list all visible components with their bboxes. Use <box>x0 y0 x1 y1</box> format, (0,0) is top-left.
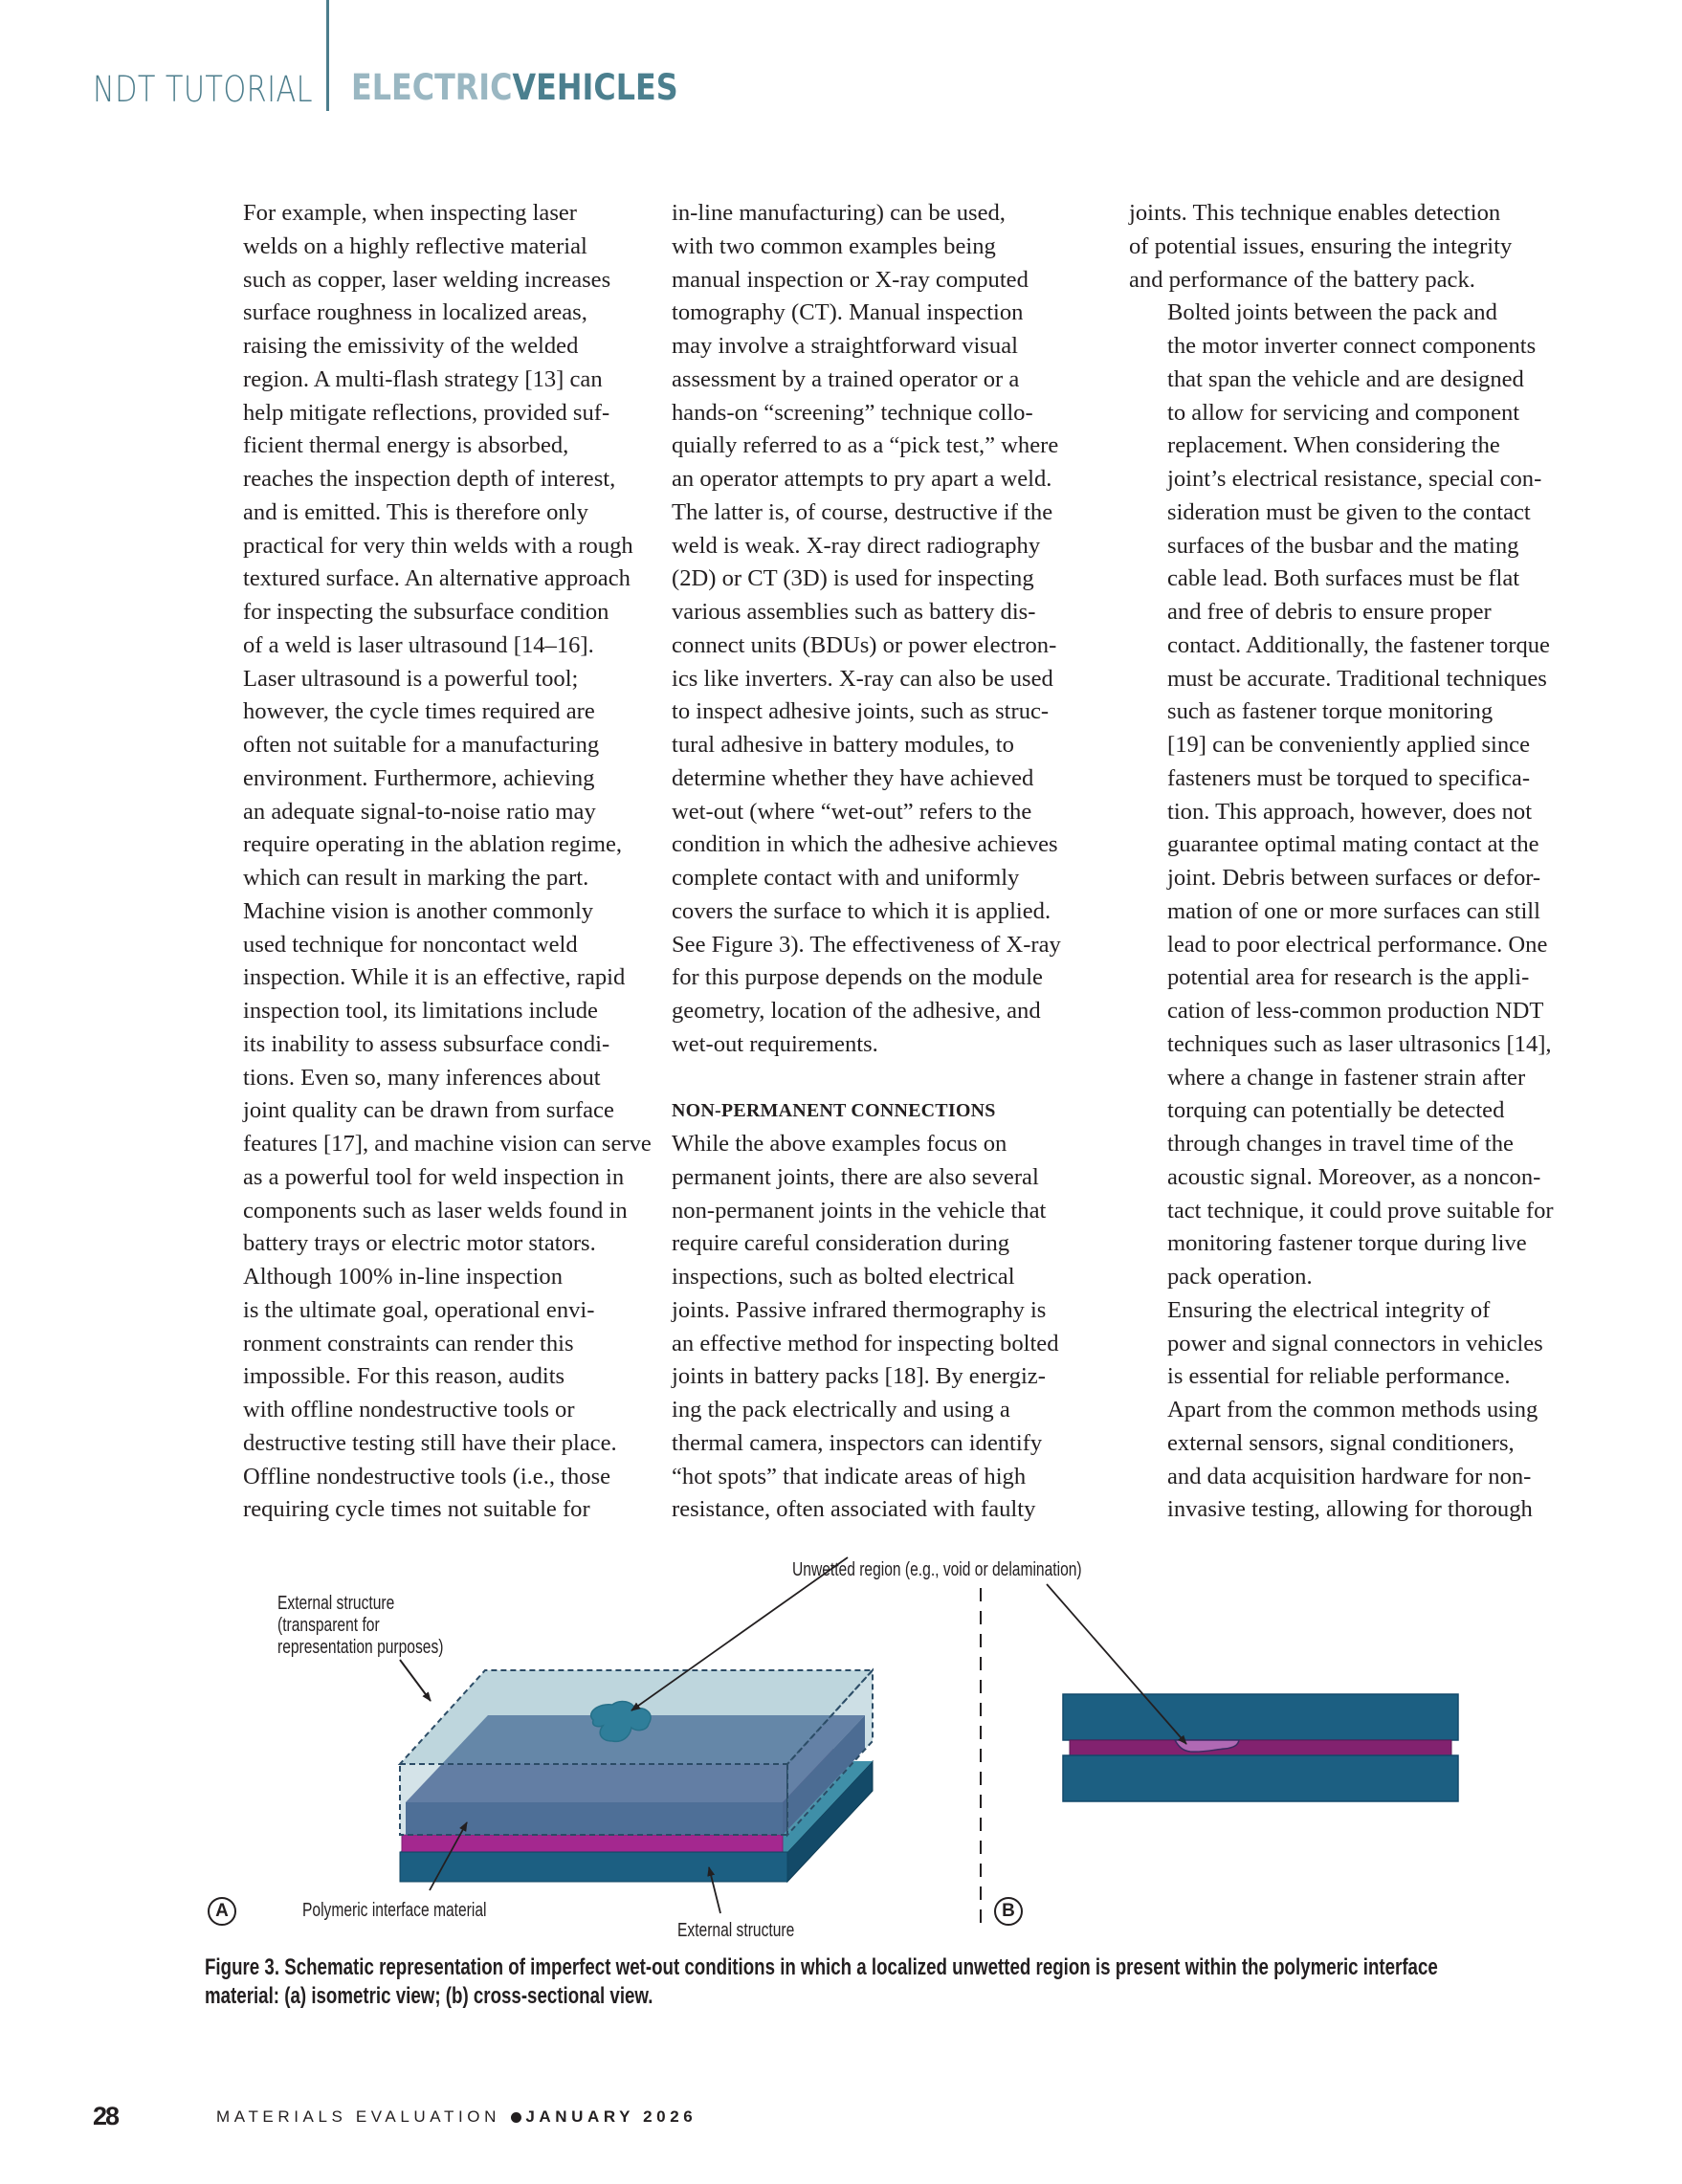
text-line: raising the emissivity of the welded <box>243 333 579 359</box>
paragraph <box>1129 1294 1586 1527</box>
text-line: techniques such as laser ultrasonics [14], <box>1167 1030 1552 1057</box>
text-line: tions. Even so, many inferences about <box>243 1064 601 1091</box>
text-line: For example, when inspecting laser <box>243 200 577 226</box>
text-line: quially referred to as a “pick test,” where <box>672 432 1059 459</box>
text-line: textured surface. An alternative approach <box>243 565 631 592</box>
text-line: however, the cycle times required are <box>243 698 595 725</box>
text-line: its inability to assess subsurface condi- <box>243 1030 610 1057</box>
header-divider <box>326 0 329 111</box>
text-line: Apart from the common methods using <box>1167 1397 1538 1423</box>
caption-line-2: material: (a) isometric view; (b) cross-sectional view. <box>205 1983 653 2009</box>
text-line: an adequate signal-to-noise ratio may <box>243 798 596 825</box>
leader-external-transparent <box>400 1660 431 1701</box>
section-heading: NON-PERMANENT CONNECTIONS <box>672 1100 996 1122</box>
label-external-structure: External structure <box>677 1920 795 1941</box>
text-line: such as copper, laser welding increases <box>243 266 611 293</box>
text-line: ficient thermal energy is absorbed, <box>243 432 569 459</box>
text-line: hands-on “screening” technique collo- <box>672 399 1033 426</box>
text-line: an effective method for inspecting bolted <box>672 1330 1059 1357</box>
text-line: inspection tool, its limitations include <box>243 998 598 1024</box>
text-line: See Figure 3). The effectiveness of X-ray <box>672 931 1061 958</box>
text-line: features [17], and machine vision can serve <box>243 1131 652 1157</box>
text-line: surfaces of the busbar and the mating <box>1167 532 1519 559</box>
text-line: practical for very thin welds with a rough <box>243 532 633 559</box>
text-column-2 <box>672 197 1129 1527</box>
transparent-structure-front <box>400 1764 787 1835</box>
text-line: determine whether they have achieved <box>672 764 1034 791</box>
text-line: to inspect adhesive joints, such as struc- <box>672 698 1050 725</box>
text-line: environment. Furthermore, achieving <box>243 764 595 791</box>
text-line: ing the pack electrically and using a <box>672 1397 1010 1423</box>
topic-title <box>351 67 678 108</box>
figure-3 <box>0 1531 1682 1952</box>
text-column-1 <box>205 197 662 1527</box>
text-line: is the ultimate goal, operational envi- <box>243 1296 595 1323</box>
text-line: weld is weak. X-ray direct radiography <box>672 532 1041 559</box>
text-line: assessment by a trained operator or a <box>672 365 1020 392</box>
text-line: replacement. When considering the <box>1167 432 1500 459</box>
text-line: lead to poor electrical performance. One <box>1167 931 1548 958</box>
text-line: require operating in the ablation regime, <box>243 831 623 858</box>
text-line: complete contact with and uniformly <box>672 865 1020 891</box>
panel-b-cross-section <box>1047 1584 1458 1801</box>
text-line: manual inspection or X-ray computed <box>672 266 1029 293</box>
text-line: cable lead. Both surfaces must be flat <box>1167 565 1520 592</box>
text-line: While the above examples focus on <box>672 1131 1007 1157</box>
text-line: through changes in travel time of the <box>1167 1131 1514 1157</box>
text-line: various assemblies such as battery dis- <box>672 599 1036 625</box>
text-line: which can result in marking the part. <box>243 865 589 891</box>
text-line: of potential issues, ensuring the integrity <box>1129 232 1513 259</box>
text-line: and free of debris to ensure proper <box>1167 599 1492 625</box>
text-line: where a change in fastener strain after <box>1167 1064 1526 1091</box>
text-line: for this purpose depends on the module <box>672 964 1043 991</box>
paragraph <box>205 895 662 1261</box>
paragraph <box>1129 297 1586 1294</box>
text-line: destructive testing still have their place. <box>243 1429 617 1456</box>
text-line: surface roughness in localized areas, <box>243 299 587 326</box>
text-line: tural adhesive in battery modules, to <box>672 732 1014 758</box>
text-line: and data acquisition hardware for non- <box>1167 1463 1532 1489</box>
text-line: invasive testing, allowing for thorough <box>1167 1496 1533 1523</box>
text-line: that span the vehicle and are designed <box>1167 365 1524 392</box>
text-line: with two common examples being <box>672 232 996 259</box>
text-line: inspections, such as bolted electrical <box>672 1264 1015 1290</box>
text-line: geometry, location of the adhesive, and <box>672 998 1041 1024</box>
text-line: used technique for noncontact weld <box>243 931 578 958</box>
issue-date: JANUARY 2026 <box>525 2107 697 2126</box>
cross-section-bottom-structure <box>1063 1755 1458 1801</box>
text-line: joints. This technique enables detection <box>1129 200 1501 226</box>
paragraph <box>672 1128 1129 1527</box>
text-line: require careful consideration during <box>672 1230 1010 1257</box>
topic-title-dark: VEHICLES <box>512 67 678 108</box>
text-line: components such as laser welds found in <box>243 1197 628 1224</box>
text-line: often not suitable for a manufacturing <box>243 732 600 758</box>
section-label: NDT TUTORIAL <box>93 69 313 110</box>
text-line: battery trays or electric motor stators. <box>243 1230 596 1257</box>
paragraph <box>672 197 1129 1062</box>
label-polymeric-interface: Polymeric interface material <box>302 1900 487 1921</box>
text-line: Offline nondestructive tools (i.e., those <box>243 1463 611 1489</box>
text-line: non-permanent joints in the vehicle that <box>672 1197 1047 1224</box>
text-line: region. A multi-flash strategy [13] can <box>243 365 603 392</box>
text-line: contact. Additionally, the fastener torque <box>1167 631 1550 658</box>
text-line: mation of one or more surfaces can still <box>1167 897 1540 924</box>
publication-footer <box>216 2107 697 2127</box>
text-line: fasteners must be torqued to specifica- <box>1167 764 1531 791</box>
text-line: ronment constraints can render this <box>243 1330 574 1357</box>
cross-section-interface <box>1070 1740 1451 1755</box>
text-line: covers the surface to which it is applied. <box>672 897 1051 924</box>
bullet-separator-icon <box>511 2112 521 2123</box>
text-line: as a powerful tool for weld inspection in <box>243 1163 625 1190</box>
text-line: help mitigate reflections, provided suf- <box>243 399 610 426</box>
text-line: resistance, often associated with faulty <box>672 1496 1036 1523</box>
figure-3-schematic <box>0 1531 1682 1952</box>
text-line: thermal camera, inspectors can identify <box>672 1429 1043 1456</box>
text-line: The latter is, of course, destructive if the <box>672 498 1053 525</box>
text-line: tion. This approach, however, does not <box>1167 798 1533 825</box>
page-number: 28 <box>93 2102 119 2130</box>
text-line: wet-out (where “wet-out” refers to the <box>672 798 1032 825</box>
caption-line-1: Figure 3. Schematic representation of imperfect wet-out conditions in which a localized unwetted region is present within the polymeric interface <box>205 1954 1438 1980</box>
text-line: and performance of the battery pack. <box>1129 266 1475 293</box>
text-line: is essential for reliable performance. <box>1167 1363 1511 1390</box>
text-line: for inspecting the subsurface condition <box>243 599 609 625</box>
text-line: external sensors, signal conditioners, <box>1167 1429 1515 1456</box>
label-unwetted-region: Unwetted region (e.g., void or delamination) <box>792 1559 1082 1580</box>
text-line: permanent joints, there are also several <box>672 1163 1039 1190</box>
text-line: tomography (CT). Manual inspection <box>672 299 1024 326</box>
text-line: Laser ultrasound is a powerful tool; <box>243 665 579 692</box>
text-line: Machine vision is another commonly <box>243 897 594 924</box>
text-line: Ensuring the electrical integrity of <box>1167 1296 1491 1323</box>
text-line: torquing can potentially be detected <box>1167 1097 1505 1124</box>
text-line: requiring cycle times not suitable for <box>243 1496 590 1523</box>
text-line: inspection. While it is an effective, rapid <box>243 964 626 991</box>
text-line: of a weld is laser ultrasound [14–16]. <box>243 631 594 658</box>
text-line: and is emitted. This is therefore only <box>243 498 588 525</box>
text-line: the motor inverter connect components <box>1167 333 1537 359</box>
text-line: “hot spots” that indicate areas of high <box>672 1463 1027 1489</box>
text-line: power and signal connectors in vehicles <box>1167 1330 1543 1357</box>
paragraph <box>205 197 662 895</box>
text-line: condition in which the adhesive achieves <box>672 831 1058 858</box>
paragraph <box>205 1261 662 1527</box>
text-line: cation of less-common production NDT <box>1167 998 1544 1024</box>
text-line: connect units (BDUs) or power electron- <box>672 631 1057 658</box>
text-line: Although 100% in-line inspection <box>243 1264 564 1290</box>
text-line: in-line manufacturing) can be used, <box>672 200 1006 226</box>
text-line: must be accurate. Traditional techniques <box>1167 665 1547 692</box>
text-line: joints. Passive infrared thermography is <box>672 1296 1047 1323</box>
text-line: reaches the inspection depth of interest, <box>243 466 616 492</box>
label-line: External structure <box>277 1593 395 1614</box>
bottom-structure-front <box>400 1852 787 1882</box>
text-line: tact technique, it could prove suitable for <box>1167 1197 1554 1224</box>
text-line: with offline nondestructive tools or <box>243 1397 575 1423</box>
text-line: acoustic signal. Moreover, as a noncon- <box>1167 1163 1541 1190</box>
publication-name: MATERIALS EVALUATION <box>216 2107 500 2126</box>
text-line: guarantee optimal mating contact at the <box>1167 831 1539 858</box>
text-line: [19] can be conveniently applied since <box>1167 732 1531 758</box>
text-line: welds on a highly reflective material <box>243 232 587 259</box>
cross-section-top-structure <box>1063 1694 1458 1740</box>
text-line: joint. Debris between surfaces or defor- <box>1167 865 1541 891</box>
text-line: sideration must be given to the contact <box>1167 498 1531 525</box>
text-line: joint quality can be drawn from surface <box>243 1097 614 1124</box>
label-line: (transparent for <box>277 1615 380 1636</box>
label-line: representation purposes) <box>277 1637 444 1658</box>
label-external-transparent <box>277 1593 443 1659</box>
topic-title-light: ELECTRIC <box>351 67 513 108</box>
figure-caption <box>205 1953 1563 2011</box>
text-line: joint’s electrical resistance, special con- <box>1167 466 1542 492</box>
panel-a-badge: A <box>208 1897 236 1926</box>
text-line: an operator attempts to pry apart a weld. <box>672 466 1052 492</box>
text-line: (2D) or CT (3D) is used for inspecting <box>672 565 1034 592</box>
text-line: wet-out requirements. <box>672 1030 878 1057</box>
text-line: may involve a straightforward visual <box>672 333 1018 359</box>
text-line: to allow for servicing and component <box>1167 399 1520 426</box>
text-line: potential area for research is the appli- <box>1167 964 1530 991</box>
panel-a-isometric <box>400 1557 873 1913</box>
text-line: Bolted joints between the pack and <box>1167 299 1497 326</box>
text-line: joints in battery packs [18]. By energiz- <box>672 1363 1046 1390</box>
panel-b-badge: B <box>994 1897 1023 1926</box>
text-line: monitoring fastener torque during live <box>1167 1230 1527 1257</box>
text-line: ics like inverters. X-ray can also be used <box>672 665 1053 692</box>
text-line: impossible. For this reason, audits <box>243 1363 565 1390</box>
text-line: pack operation. <box>1167 1264 1313 1290</box>
text-column-3 <box>1129 197 1586 1527</box>
paragraph <box>1129 197 1586 297</box>
text-line: such as fastener torque monitoring <box>1167 698 1494 725</box>
